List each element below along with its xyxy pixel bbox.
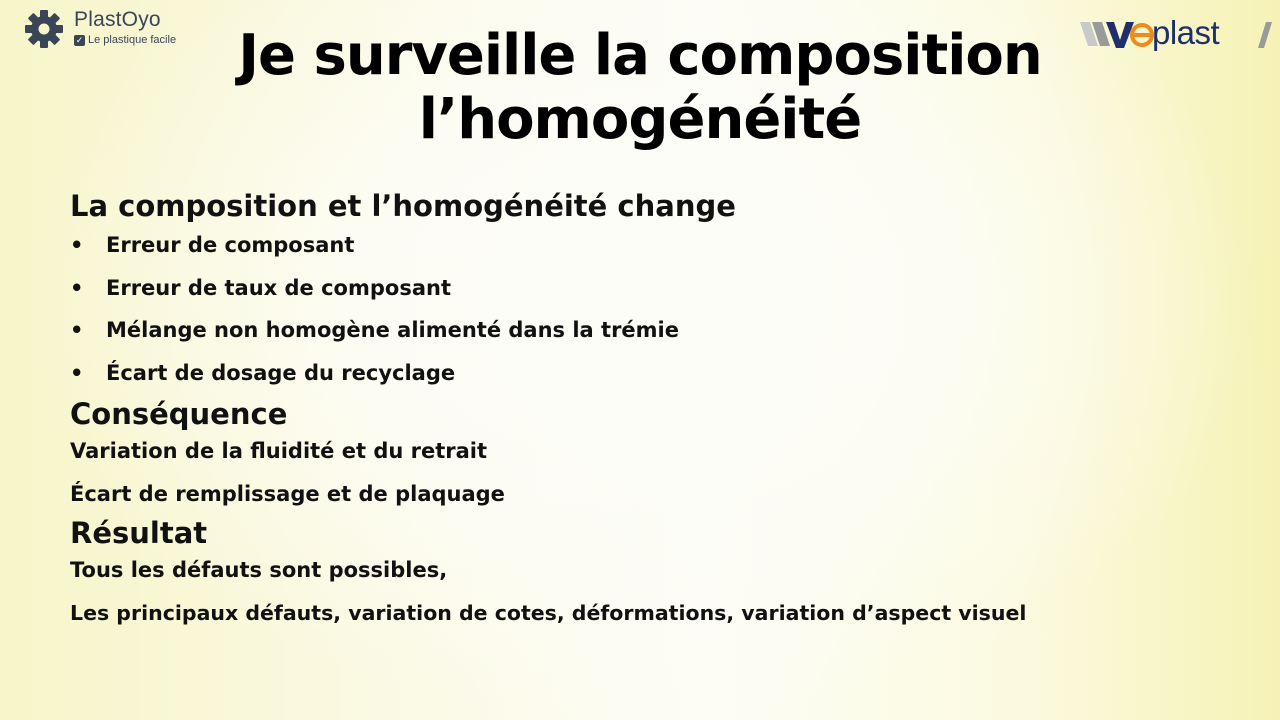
title-line-2: l’homogénéité (418, 87, 862, 152)
result-line-2: Les principaux défauts, variation de cotes, déformations, variation d’aspect visuel (70, 600, 1027, 625)
brand-name: PlastOyo (74, 8, 161, 31)
section-heading-consequence: Conséquence (70, 396, 288, 431)
bullet-icon: • (70, 318, 84, 342)
weplast-wordmark-visible: plast (1152, 14, 1220, 51)
bullet-icon: • (70, 360, 84, 385)
list-item-text: Écart de dosage du recyclage (106, 360, 456, 385)
slide-title (0, 24, 1280, 152)
tagline-text: Le plastique facile (88, 34, 177, 46)
section-heading-result: Résultat (70, 515, 208, 550)
title-line-1: Je surveille la composition (238, 23, 1042, 88)
list-item-text: Erreur de composant (106, 233, 355, 257)
bullet-icon: • (70, 233, 84, 257)
list-item (70, 317, 1190, 360)
list-item-text: Mélange non homogène alimenté dans la trémie (106, 318, 679, 342)
list-item (70, 360, 1190, 392)
bullet-icon: • (70, 275, 84, 300)
list-item-text: Erreur de taux de composant (106, 275, 451, 300)
list-item (70, 275, 1190, 318)
checkbox-icon: ✓ (75, 34, 84, 45)
slide-body (70, 186, 1190, 626)
list-item (70, 232, 1190, 275)
consequence-line-1: Variation de la fluidité et du retrait (70, 438, 488, 463)
consequence-line-2: Écart de remplissage et de plaquage (70, 481, 505, 506)
result-line-1: Tous les défauts sont possibles, (70, 557, 448, 582)
section-heading-composition: La composition et l’homogénéité change (70, 189, 736, 223)
bullet-list (70, 232, 1190, 392)
